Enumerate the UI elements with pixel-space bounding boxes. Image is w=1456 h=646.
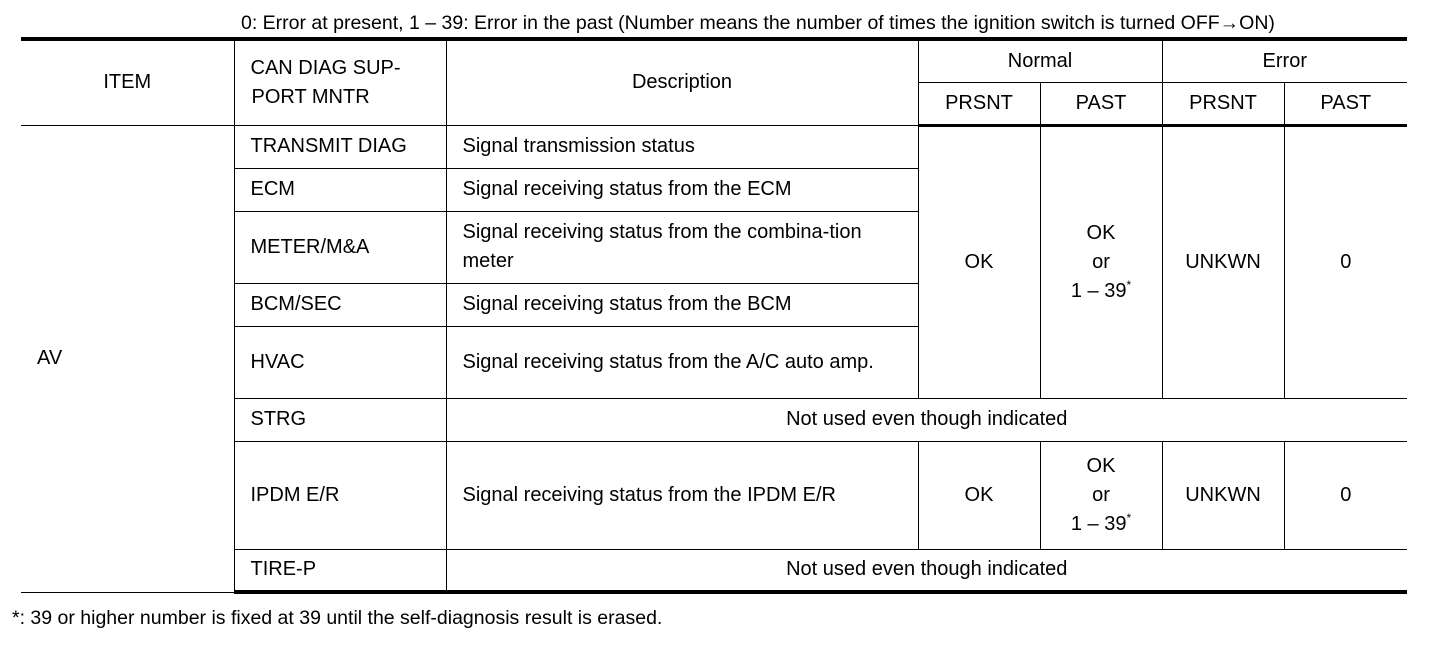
desc-cell: Signal receiving status from the combina-tion meter: [446, 211, 918, 283]
header-description: Description: [446, 39, 918, 125]
diag-cell: STRG: [234, 398, 446, 441]
header-item: ITEM: [21, 39, 234, 125]
desc-cell: Signal receiving status from the IPDM E/R: [446, 441, 918, 549]
group1-normal-past-line3: [1041, 277, 1162, 306]
header-normal-prsnt: PRSNT: [918, 82, 1040, 125]
diag-cell: HVAC: [234, 326, 446, 398]
diag-cell: TRANSMIT DIAG: [234, 125, 446, 168]
group2-normal-past: [1040, 441, 1162, 549]
diag-cell: IPDM E/R: [234, 441, 446, 549]
item-cell: AV: [21, 125, 234, 592]
group1-normal-past-line1: OK: [1086, 221, 1116, 244]
group1-error-prsnt: UNKWN: [1162, 125, 1284, 398]
group1-range: 1 – 39: [1070, 279, 1127, 302]
group1-normal-past-line2: or: [1092, 250, 1110, 273]
header-can-diag: [234, 39, 446, 125]
group2-range: 1 – 39: [1070, 512, 1127, 535]
diag-cell: TIRE-P: [234, 549, 446, 592]
header-can-diag-line1: CAN DIAG SUP-: [250, 56, 401, 79]
can-diag-table: [21, 37, 1407, 594]
not-used-cell: Not used even though indicated: [446, 549, 1407, 592]
group2-normal-past-line1: OK: [1086, 454, 1116, 477]
group2-normal-past-line2: or: [1092, 483, 1110, 506]
group1-normal-past: [1040, 125, 1162, 398]
top-note: 0: Error at present, 1 – 39: Error in the past (Number means the number of times the ignition switch is turned OFF→ON): [241, 12, 1275, 34]
table-row: [21, 125, 1407, 168]
group2-normal-prsnt: OK: [918, 441, 1040, 549]
header-error-prsnt: PRSNT: [1162, 82, 1284, 125]
header-row-1: [21, 39, 1407, 82]
header-can-diag-line2: PORT MNTR: [251, 85, 370, 108]
header-error-past: PAST: [1284, 82, 1407, 125]
group2-error-prsnt: UNKWN: [1162, 441, 1284, 549]
group2-normal-past-line3: [1041, 510, 1162, 539]
group2-asterisk: *: [1126, 510, 1132, 525]
group1-asterisk: *: [1126, 277, 1132, 292]
diag-cell: BCM/SEC: [234, 283, 446, 326]
not-used-cell: Not used even though indicated: [446, 398, 1407, 441]
desc-cell: Signal receiving status from the ECM: [446, 168, 918, 211]
diag-cell: ECM: [234, 168, 446, 211]
header-error: Error: [1162, 39, 1407, 82]
desc-cell: Signal receiving status from the A/C auto amp.: [446, 326, 918, 398]
footnote: *: 39 or higher number is fixed at 39 until the self-diagnosis result is erased.: [12, 607, 663, 629]
header-normal: Normal: [918, 39, 1162, 82]
header-normal-past: PAST: [1040, 82, 1162, 125]
group2-error-past: 0: [1284, 441, 1407, 549]
group1-error-past: 0: [1284, 125, 1407, 398]
desc-cell: Signal receiving status from the BCM: [446, 283, 918, 326]
diag-cell: METER/M&A: [234, 211, 446, 283]
desc-cell: Signal transmission status: [446, 125, 918, 168]
group1-normal-prsnt: OK: [918, 125, 1040, 398]
